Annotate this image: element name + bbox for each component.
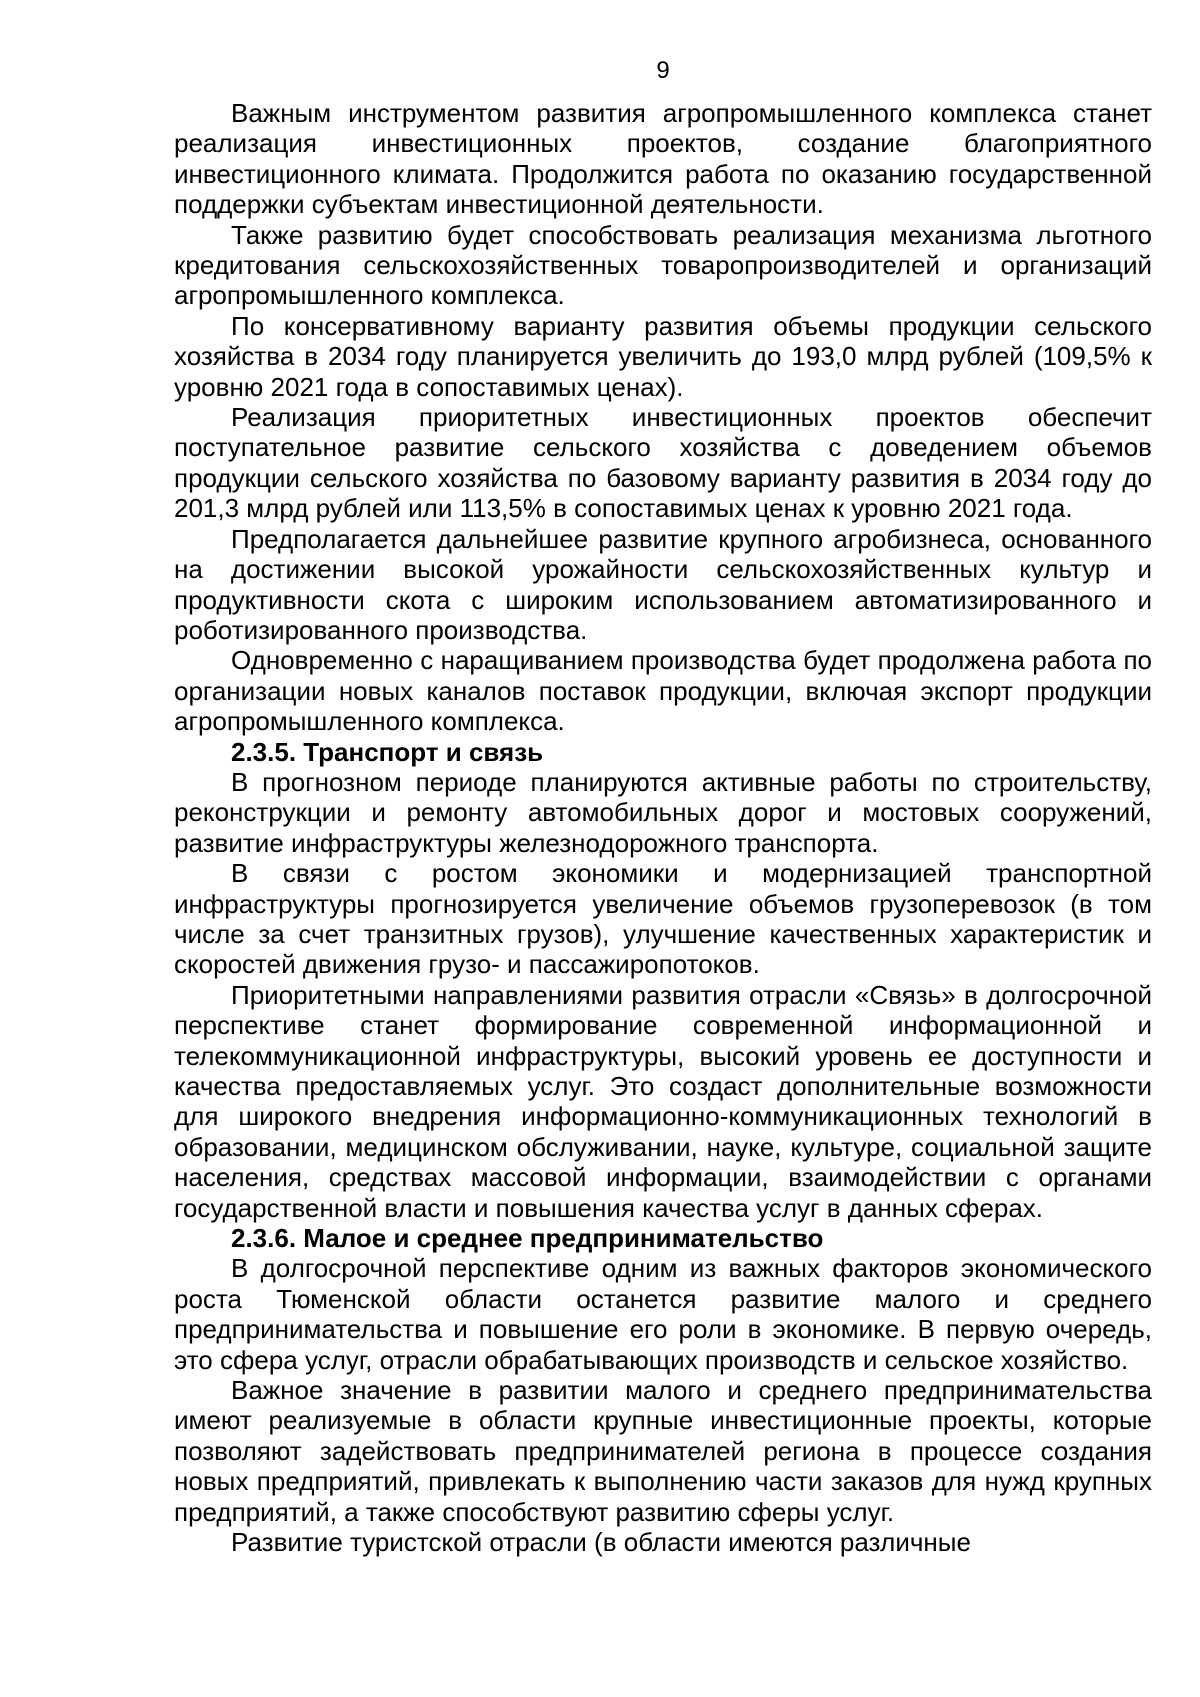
section-heading-transport: 2.3.5. Транспорт и связь <box>231 736 544 767</box>
section-heading-small-business: 2.3.6. Малое и среднее предпринимательство <box>231 1223 824 1254</box>
paragraph-growth-factors: В долгосрочной перспективе одним из важных факторов экономического роста Тюменской области останется развитие малого и среднего предпринимательства и повышение его роли в экономике. В первую очередь, это сфера услуг, отрасли обрабатывающих производств и сельское хозяйство. <box>174 1253 1152 1375</box>
paragraph-freight: В связи с ростом экономики и модернизацией транспортной инфраструктуры прогнозируется увеличение объемов грузоперевозок (в том числе за счет транзитных грузов), улучшение качественных характеристик и скоростей движения грузо- и пассажиропотоков. <box>174 858 1152 980</box>
paragraph-agribusiness: Предполагается дальнейшее развитие крупного агробизнеса, основанного на достижении высокой урожайности сельскохозяйственных культур и продуктивности скота с широким использованием автоматизированного и роботизированного производства. <box>174 523 1152 645</box>
document-page <box>174 0 1152 1558</box>
paragraph-base-variant: Реализация приоритетных инвестиционных проектов обеспечит поступательное развитие сельского хозяйства с доведением объемов продукции сельского хозяйства по базовому варианту развития в 2034 году до 201,3 млрд рублей или 113,5% в сопоставимых ценах к уровню 2021 года. <box>174 402 1152 524</box>
paragraph-conservative-variant: По консервативному варианту развития объемы продукции сельского хозяйства в 2034 году планируется увеличить до 193,0 млрд рублей (109,5% к уровню 2021 года в сопоставимых ценах). <box>174 310 1152 402</box>
paragraph-investment-projects: Важное значение в развитии малого и среднего предпринимательства имеют реализуемые в области крупные инвестиционные проекты, которые позволяют задействовать предпринимателей региона в процессе создания новых предприятий, привлекать к выполнению части заказов для нужд крупных предприятий, а также способствуют развитию сферы услуг. <box>174 1375 1152 1527</box>
paragraph-export: Одновременно с наращиванием производства будет продолжена работа по организации новых каналов поставок продукции, включая экспорт продукции агропромышленного комплекса. <box>174 645 1152 737</box>
paragraph-investment-tool: Важным инструментом развития агропромышленного комплекса станет реализация инвестиционных проектов, создание благоприятного инвестиционного климата. Продолжится работа по оказанию государственной поддержки субъектам инвестиционной деятельности. <box>174 98 1152 220</box>
paragraph-credit-mechanism: Также развитию будет способствовать реализация механизма льготного кредитования сельскохозяйственных товаропроизводителей и организаций агропромышленного комплекса. <box>174 219 1152 311</box>
paragraph-roads: В прогнозном периоде планируются активные работы по строительству, реконструкции и ремонту автомобильных дорог и мостовых сооружений, развитие инфраструктуры железнодорожного транспорта. <box>174 766 1152 858</box>
paragraph-communications: Приоритетными направлениями развития отрасли «Связь» в долгосрочной перспективе станет формирование современной информационной и телекоммуникационной инфраструктуры, высокий уровень ее доступности и качества предоставляемых услуг. Это создаст дополнительные возможности для широкого внедрения информационно-коммуникационных технологий в образовании, медицинском обслуживании, науке, культуре, социальной защите населения, средствах массовой информации, взаимодействии с органами государственной власти и повышения качества услуг в данных сферах. <box>174 979 1152 1223</box>
paragraph-tourism: Развитие туристской отрасли (в области имеются различные <box>231 1527 971 1558</box>
page-number: 9 <box>656 57 670 84</box>
